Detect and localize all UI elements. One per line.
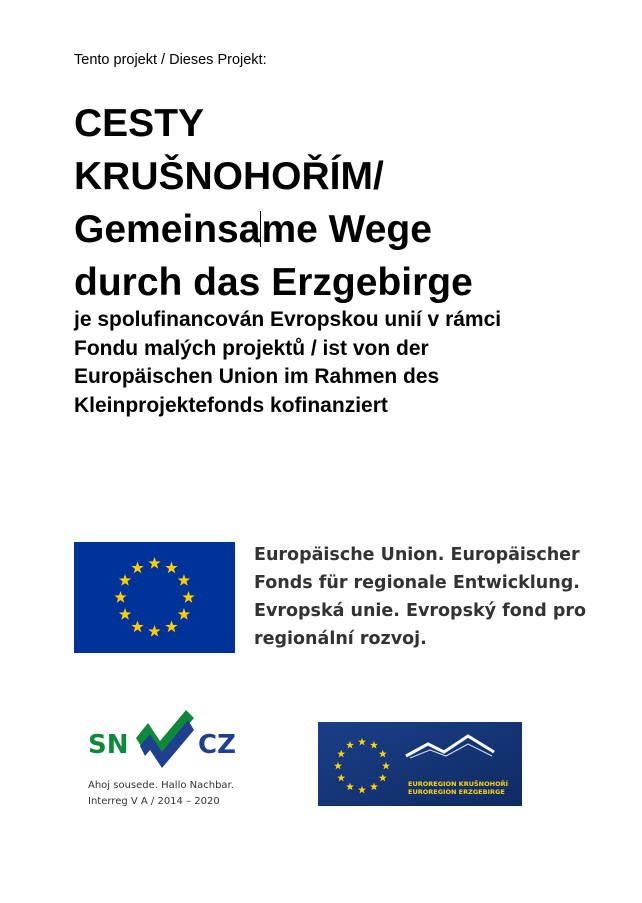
- title-line-4: durch das Erzgebirge: [74, 261, 473, 304]
- euroregion-logo: [318, 722, 522, 806]
- subtitle-line-1: je spolufinancován Evropskou unií v rámci: [74, 308, 502, 331]
- interreg-slogan-line-2: Interreg V A / 2014 – 2020: [88, 796, 220, 807]
- subtitle-line-2: Fondu malých projektů / ist von der: [74, 336, 429, 360]
- interreg-slogan-line-1: Ahoj sousede. Hallo Nachbar.: [88, 780, 234, 791]
- title-line-1: CESTY: [74, 102, 205, 145]
- interreg-logo: [88, 708, 248, 812]
- euroregion-label: [408, 780, 508, 796]
- eu-text-line-1: Europäische Union. Europäischer: [254, 545, 580, 565]
- interreg-mark-icon: [88, 708, 248, 770]
- eu-text-line-2: Fonds für regionale Entwicklung.: [254, 573, 580, 593]
- cofinancing-statement: [74, 306, 614, 420]
- project-title: [74, 97, 574, 309]
- interreg-cz-label: CZ: [198, 730, 236, 760]
- euroregion-line-2: EUROREGION ERZGEBIRGE: [408, 788, 505, 796]
- subtitle-line-4: Kleinprojektefonds kofinanziert: [74, 393, 388, 417]
- interreg-sn-label: SN: [88, 730, 129, 760]
- eu-fund-text: [254, 541, 624, 653]
- title-line-2: KRUŠNOHOŘÍM/: [74, 155, 384, 198]
- eu-text-line-3: Evropská unie. Evropský fond pro: [254, 601, 587, 621]
- title-line-3: Gemeinsame Wege: [74, 208, 432, 251]
- euroregion-line-1: EUROREGION KRUŠNOHOŘÍ: [408, 780, 509, 788]
- interreg-slogan: [88, 778, 234, 810]
- eu-text-line-4: regionální rozvoj.: [254, 629, 427, 649]
- subtitle-line-3: Europäischen Union im Rahmen des: [74, 365, 440, 388]
- eu-flag-icon: [74, 542, 235, 653]
- intro-text: Tento projekt / Dieses Projekt:: [74, 52, 267, 68]
